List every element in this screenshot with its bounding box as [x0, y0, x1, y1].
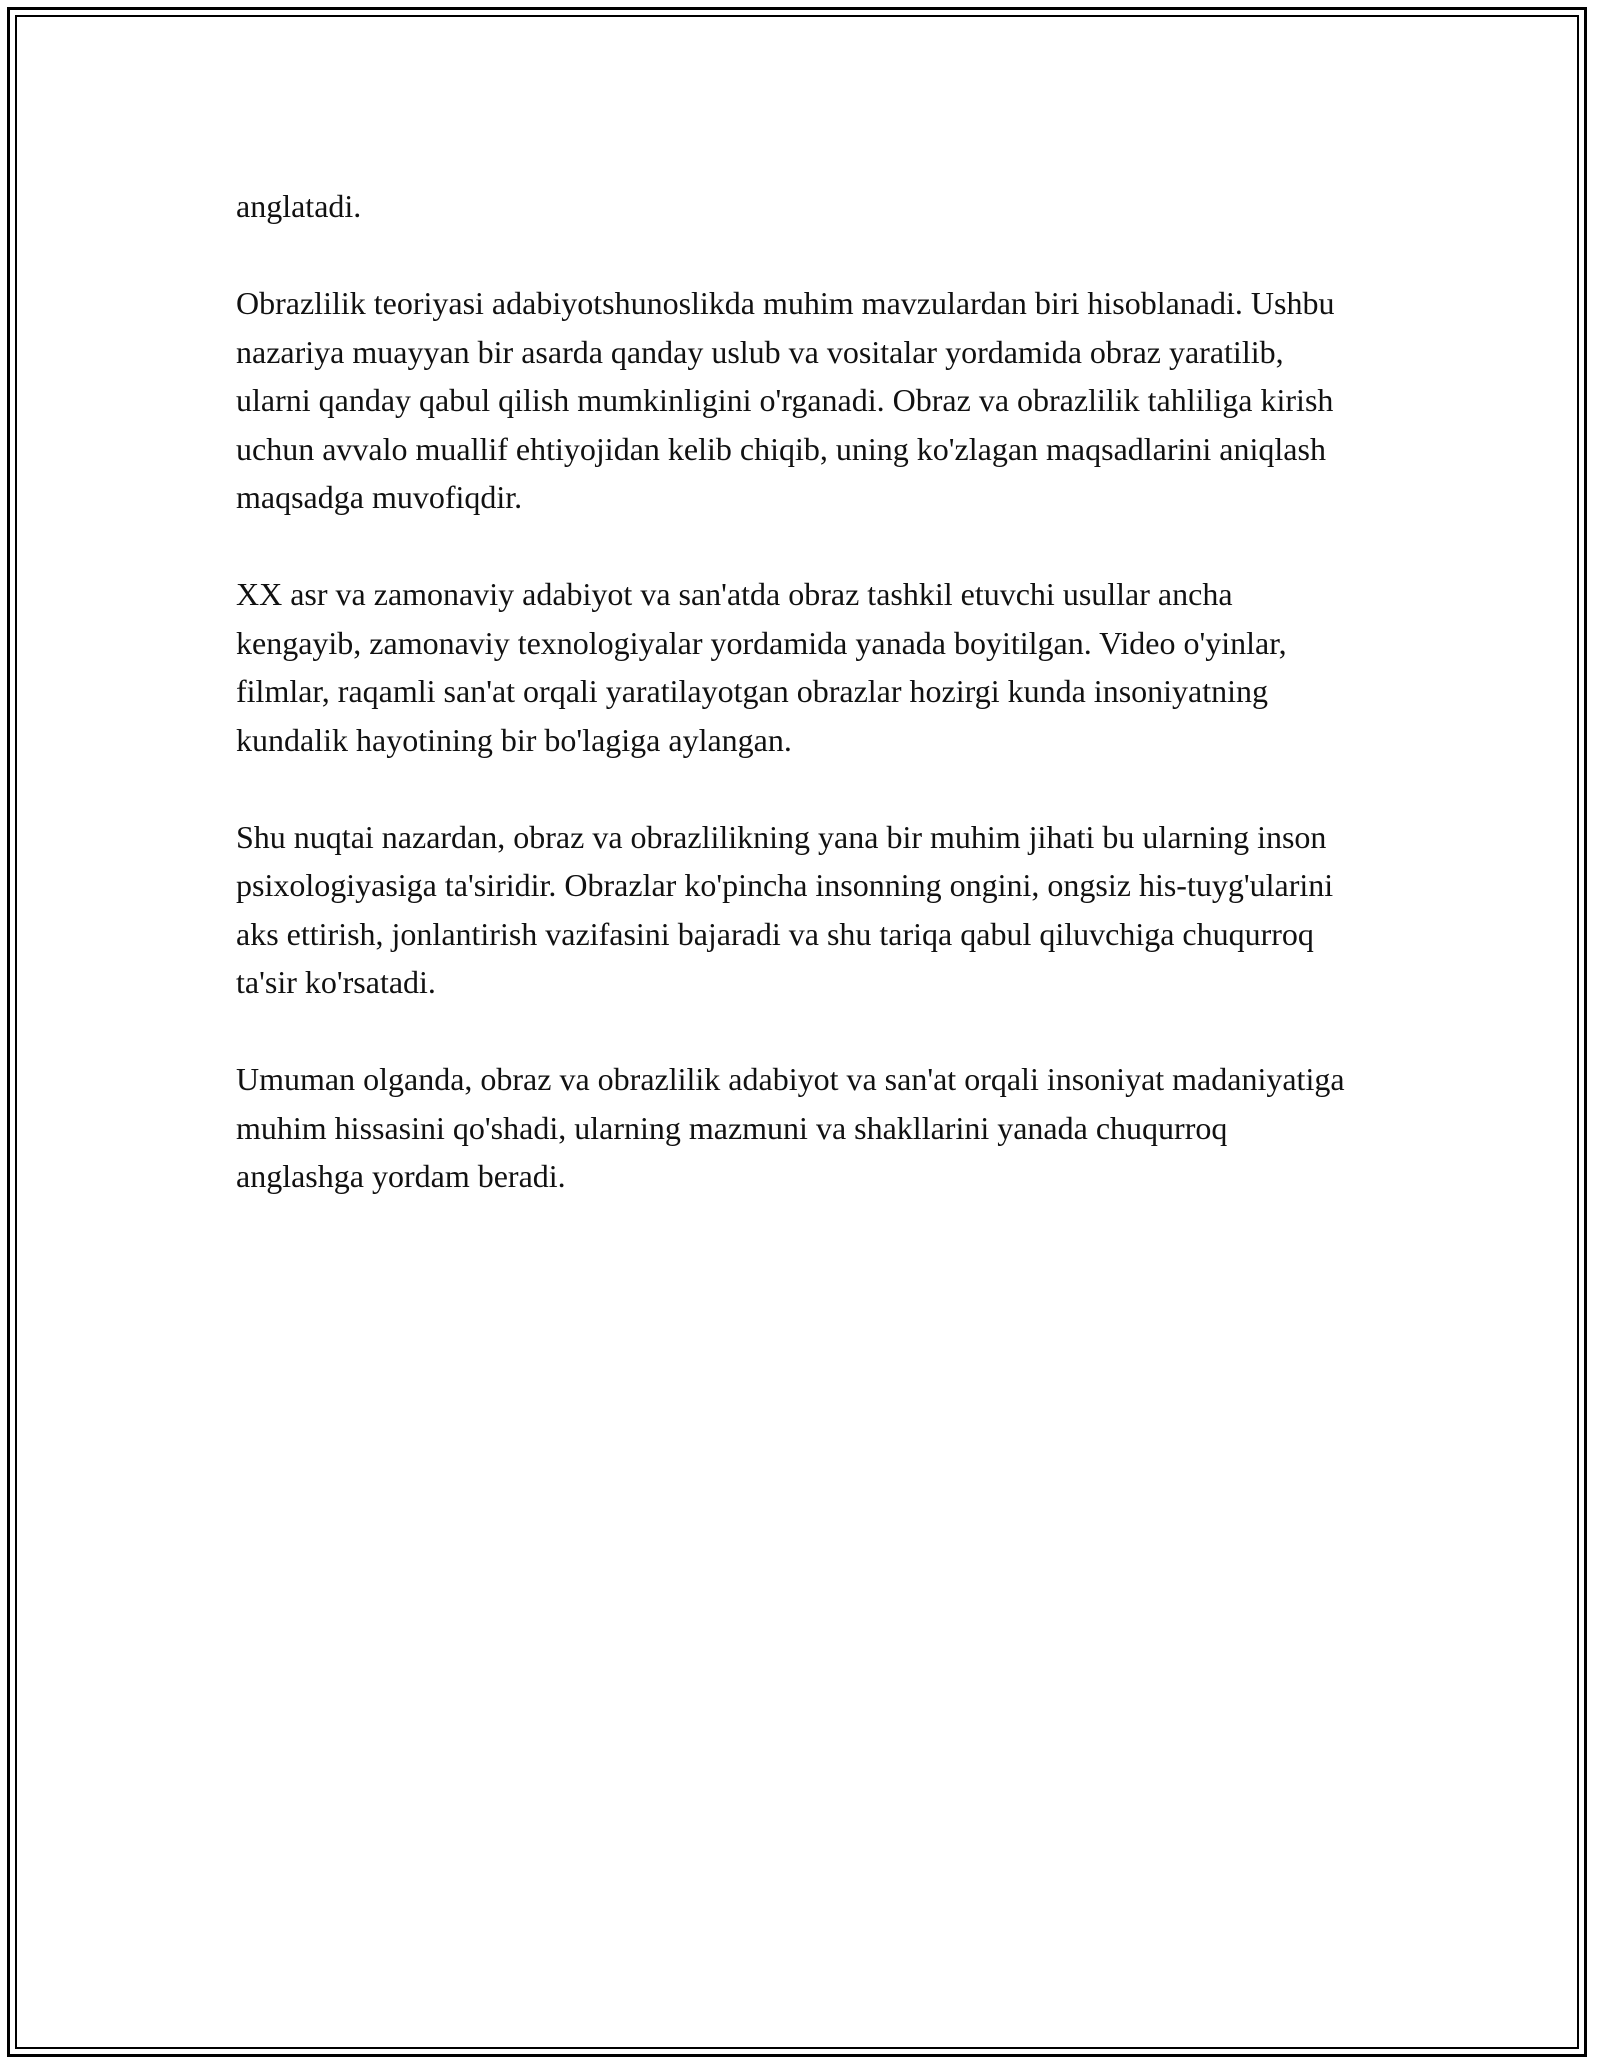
- paragraph-psixologiya: Shu nuqtai nazardan, obraz va obrazlilikning yana bir muhim jihati bu ularning inson psixologiyasiga ta'siridir. Obrazlar ko'pincha insonning ongini, ongsiz his-tuyg'ularini aks ettirish, jonlantirish vazifasini bajaradi va shu tariqa qabul qiluvchiga chuqurroq ta'sir ko'rsatadi.: [236, 818, 1334, 1000]
- paragraph-continuation: anglatadi.: [236, 188, 362, 224]
- paragraph-xx-asr: XX asr va zamonaviy adabiyot va san'atda obraz tashkil etuvchi usullar ancha kengayib, zamonaviy texnologiyalar yordamida yanada boyitilgan. Video o'yinlar, filmlar, raqamli san'at orqali yaratilayotgan obrazlar hozirgi kunda insoniyatning kundalik hayotining bir bo'lagiga aylangan.: [236, 576, 1287, 758]
- paragraph-obrazlilik-teoriyasi: Obrazlilik teoriyasi adabiyotshunoslikda muhim mavzulardan biri hisoblanadi. Ushbu nazariya muayyan bir asarda qanday uslub va vositalar yordamida obraz yaratilib, ularni qanday qabul qilish mumkinligini o'rganadi. Obraz va obrazlilik tahliliga kirish uchun avvalo muallif ehtiyojidan kelib chiqib, uning ko'zlagan maqsadlarini aniqlash maqsadga muvofiqdir.: [236, 285, 1335, 515]
- paragraph-xulosa: Umuman olganda, obraz va obrazlilik adabiyot va san'at orqali insoniyat madaniyatiga muhim hissasini qo'shadi, ularning mazmuni va shakllarini yanada chuqurroq anglashga yordam beradi.: [236, 1061, 1345, 1194]
- document-body: [236, 182, 1356, 1201]
